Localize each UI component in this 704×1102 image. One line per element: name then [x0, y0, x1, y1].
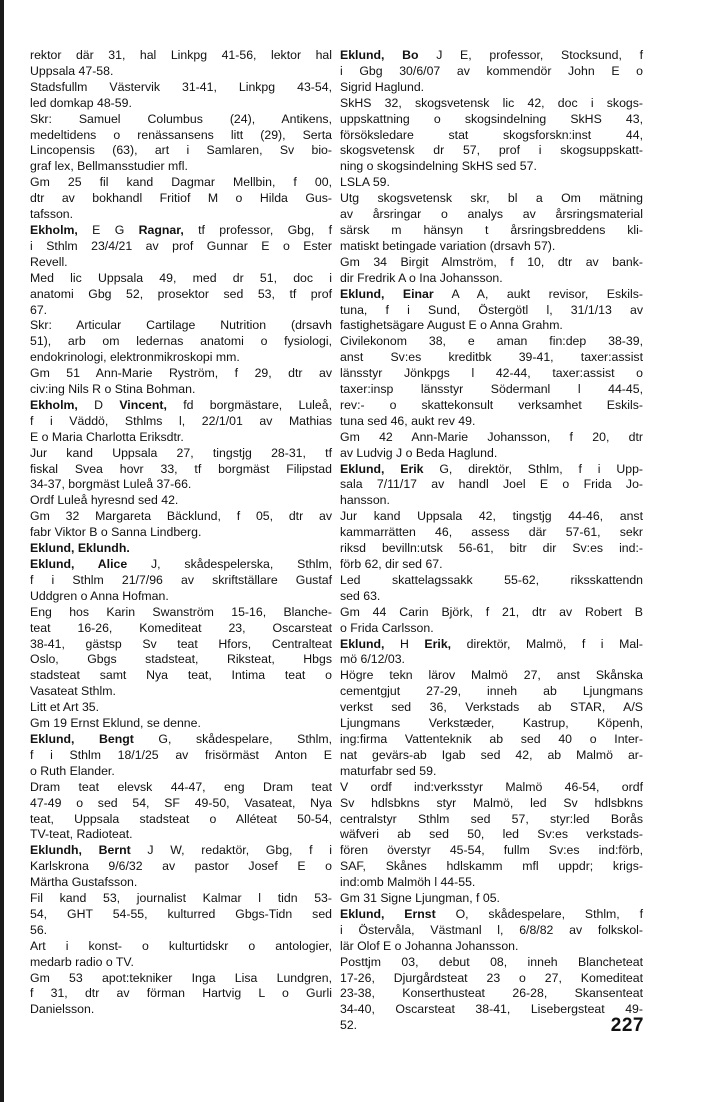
entry-name: Eklund, Bo — [340, 48, 419, 62]
text-line — [340, 621, 643, 637]
left-column — [30, 48, 332, 1018]
text-line — [30, 748, 332, 764]
right-column — [340, 48, 643, 1034]
text-line — [340, 112, 643, 128]
line-text: Danielsson. — [30, 1002, 95, 1017]
text-line — [30, 875, 332, 891]
text-line — [340, 64, 643, 80]
line-text: Ljungmans Verkstæder, Kastrup, Köpenh, — [340, 716, 643, 731]
text-line — [340, 334, 643, 350]
line-text: Uppsala 47-58. — [30, 63, 114, 78]
text-line — [340, 96, 643, 112]
text-line — [30, 796, 332, 812]
text-line — [30, 573, 332, 589]
text-line — [30, 939, 332, 955]
text-line — [30, 477, 332, 493]
text-line — [340, 382, 643, 398]
text-line — [30, 207, 332, 223]
text-line — [30, 48, 332, 64]
entry-name: Eklund, Erik — [340, 461, 424, 476]
line-text: V ordf ind:verksstyr Malmö 46-54, ordf — [340, 779, 643, 794]
text-line — [30, 303, 332, 319]
line-text: 47-49 o sed 54, SF 49-50, Vasateat, Nya — [30, 795, 332, 810]
line-text: tf professor, Gbg, f — [183, 222, 332, 237]
line-text: LSLA 59. — [340, 175, 390, 190]
text-line — [340, 796, 643, 812]
line-text: matiskt betingade variation (drsavh 57). — [340, 238, 556, 253]
line-text: J, skådespelerska, Sthlm, — [127, 557, 332, 571]
text-line — [30, 509, 332, 525]
line-text: Jur kand Uppsala 42, tingstjg 44-46, anst — [340, 509, 643, 524]
line-text: dir Fredrik A o Ina Johansson. — [340, 270, 503, 285]
text-line — [30, 891, 332, 907]
text-line — [340, 955, 643, 971]
text-line — [30, 493, 332, 509]
text-line — [340, 764, 643, 780]
text-line — [340, 541, 643, 557]
line-text: 23-38, Konserthusteat 26-28, Skansenteat — [340, 986, 643, 1001]
text-line — [30, 621, 332, 637]
text-line — [30, 287, 332, 303]
line-text: skogsvetensk dr 57, prof i skogsuppskatt- — [340, 143, 643, 158]
text-line — [30, 446, 332, 462]
line-text: f i Sthlm 21/7/96 av skriftställare Gustaf — [30, 572, 332, 587]
line-text: Gm 19 Ernst Eklund, se denne. — [30, 716, 201, 731]
text-line — [340, 128, 643, 144]
text-line — [340, 414, 643, 430]
text-line — [340, 668, 643, 684]
line-text: Jur kand Uppsala 27, tingstjg 28-31, tf — [30, 445, 332, 460]
text-line — [30, 430, 332, 446]
line-text: f i Väddö, Sthlms l, 22/1/01 av Mathias — [30, 413, 332, 428]
text-line — [30, 191, 332, 207]
line-text: Gm 44 Carin Björk, f 21, dtr av Robert B — [340, 604, 643, 619]
entry-given-name: Erik, — [424, 636, 452, 651]
line-text: länsstyr Jönkpgs l 42-44, taxer:assist o — [340, 366, 643, 381]
text-line — [30, 827, 332, 843]
entry-heading-line — [30, 541, 332, 557]
line-text: teat 16-26, Komediteat 23, Oscarsteat — [30, 620, 332, 635]
text-line — [30, 764, 332, 780]
text-line — [340, 446, 643, 462]
text-line — [30, 971, 332, 987]
line-text: Uddgren o Anna Hofman. — [30, 588, 169, 603]
text-line — [30, 1002, 332, 1018]
line-text: Karlskrona 9/6/32 av pastor Josef E o — [30, 859, 332, 874]
text-line — [340, 812, 643, 828]
line-text: Led skattelagssakk 55-62, riksskattendn — [340, 572, 643, 587]
entry-name: Eklund, Eklundh. — [30, 541, 130, 556]
text-line — [340, 366, 643, 382]
text-line — [30, 414, 332, 430]
line-text: Skr: Articular Cartilage Nutrition (drsavh — [30, 318, 332, 333]
text-line — [340, 700, 643, 716]
text-line — [30, 605, 332, 621]
text-line — [340, 780, 643, 796]
text-line — [30, 637, 332, 653]
line-text: SkHS 32, skogsvetensk lic 42, doc i skogs- — [340, 95, 643, 110]
text-line — [30, 334, 332, 350]
text-line — [30, 271, 332, 287]
text-line — [340, 732, 643, 748]
line-text: SAF, Skånes hdlskamm mfl uppdr; krigs- — [340, 859, 643, 874]
line-text: lär Olof E o Johanna Johansson. — [340, 938, 519, 953]
entry-name: Eklund, Bengt — [30, 731, 134, 746]
line-text: 34-40, Oscarsteat 38-41, Lisebergsteat 49- — [340, 1002, 643, 1017]
text-line — [340, 875, 643, 891]
text-line — [340, 477, 643, 493]
line-text: cementgjut 27-29, inneh ab Ljungmans — [340, 684, 643, 699]
line-text: direktör, Malmö, f i Mal- — [451, 636, 643, 651]
entry-name: Eklundh, Bernt — [30, 843, 131, 858]
line-text: Fil kand 53, journalist Kalmar l tidn 53- — [30, 891, 332, 906]
line-text: anatomi Gbg 52, prosektor sed 53, tf prof — [30, 286, 332, 301]
text-line — [340, 827, 643, 843]
line-text: anst Sv:es kreditbk 39-41, taxer:assist — [340, 350, 643, 365]
text-line — [30, 64, 332, 80]
entry-given-name: Ragnar, — [138, 222, 184, 237]
line-text: Högre tekn lärov Malmö 27, anst Skånska — [340, 668, 643, 683]
line-text: tuna, f i Sund, Östergötl l, 31/1/13 av — [340, 302, 643, 317]
text-line — [340, 143, 643, 159]
entry-heading-line — [340, 462, 643, 478]
line-text: civ:ing Nils R o Stina Bohman. — [30, 382, 196, 397]
line-text: Vasateat Sthlm. — [30, 684, 116, 699]
text-line — [340, 748, 643, 764]
text-line — [30, 780, 332, 796]
text-line — [340, 191, 643, 207]
line-text: Gm 42 Ann-Marie Johansson, f 20, dtr — [340, 429, 643, 444]
text-line — [340, 986, 643, 1002]
line-text: tafsson. — [30, 207, 74, 222]
line-text: mö 6/12/03. — [340, 652, 405, 667]
text-line — [30, 175, 332, 191]
text-line — [340, 939, 643, 955]
text-line — [340, 859, 643, 875]
text-line — [340, 684, 643, 700]
line-text: ind:omb Malmöh l 44-55. — [340, 875, 476, 890]
line-text: led domkap 48-59. — [30, 95, 132, 110]
line-text: f 31, dtr av förman Hartvig L o Gurli — [30, 986, 332, 1001]
entry-heading-line — [340, 907, 643, 923]
entry-name: Eklund, Einar — [340, 286, 434, 301]
entry-initials: E G — [77, 222, 139, 237]
text-line — [340, 589, 643, 605]
text-line — [340, 303, 643, 319]
text-line — [340, 573, 643, 589]
text-line — [30, 255, 332, 271]
line-text: centralstyr Sthlm sed 57, styr:led Borås — [340, 811, 643, 826]
line-text: kammarrätten 46, assess där 57-61, sekr — [340, 525, 643, 540]
line-text: i Sthlm 23/4/21 av prof Gunnar E o Ester — [30, 238, 332, 253]
text-line — [30, 128, 332, 144]
line-text: medeltidens o renässansens litt (29), Serta — [30, 127, 332, 142]
line-text: av Ludvig J o Beda Haglund. — [340, 445, 498, 460]
text-line — [30, 716, 332, 732]
line-text: Dram teat elevsk 44-47, eng Dram teat — [30, 779, 332, 794]
line-text: 34-37, borgmäst Luleå 37-66. — [30, 477, 192, 492]
line-text: Gm 53 apot:tekniker Inga Lisa Lundgren, — [30, 970, 332, 985]
line-text: 54, GHT 54-55, kulturred Gbgs-Tidn sed — [30, 906, 332, 921]
line-text: 67. — [30, 302, 48, 317]
text-line — [340, 255, 643, 271]
text-line — [30, 80, 332, 96]
line-text: tuna sed 46, aukt rev 49. — [340, 413, 476, 428]
text-line — [30, 112, 332, 128]
entry-name: Ekholm, — [30, 222, 78, 237]
line-text: Utg skogsvetensk skr, bl a Om mätning — [340, 191, 643, 206]
entry-heading-line — [340, 48, 643, 64]
line-text: Märtha Gustafsson. — [30, 875, 138, 890]
line-text: nat gevärs-ab Igab sed 42, ab Malmö ar- — [340, 747, 643, 762]
entry-heading-line — [340, 637, 643, 653]
line-text: teat, Uppsala stadsteat o Alléteat 50-54, — [30, 811, 332, 826]
text-line — [340, 891, 643, 907]
line-text: Ordf Luleå hyresnd sed 42. — [30, 493, 179, 508]
text-line — [340, 207, 643, 223]
line-text: G, skådespelare, Sthlm, — [133, 731, 332, 746]
entry-heading-line — [30, 398, 332, 414]
text-line — [340, 430, 643, 446]
text-line — [340, 350, 643, 366]
text-line — [30, 96, 332, 112]
line-text: Posttjm 03, debut 08, inneh Blancheteat — [340, 954, 643, 969]
text-line — [340, 525, 643, 541]
line-text: Gm 31 Signe Ljungman, f 05. — [340, 891, 500, 906]
entry-heading-line — [30, 732, 332, 748]
text-line — [30, 318, 332, 334]
page-number: 227 — [610, 1015, 644, 1036]
line-text: 52. — [340, 1018, 358, 1033]
text-line — [30, 859, 332, 875]
text-line — [340, 843, 643, 859]
line-text: Gm 25 fil kand Dagmar Mellbin, f 00, — [30, 175, 332, 190]
line-text: fabr Viktor B o Sanna Lindberg. — [30, 525, 202, 540]
line-text: Art i konst- o kulturtidskr o antologier, — [30, 938, 332, 953]
line-text: hansson. — [340, 493, 390, 508]
text-line — [340, 557, 643, 573]
text-line — [30, 462, 332, 478]
text-line — [340, 80, 643, 96]
line-text: Skr: Samuel Columbus (24), Antikens, — [30, 111, 332, 126]
line-text: fören överstyr 45-54, fullm Sv:es ind:förb, — [340, 843, 643, 858]
line-text: O, skådespelare, Sthlm, f — [435, 906, 643, 921]
line-text: medarb radio o TV. — [30, 954, 134, 969]
line-text: ning o skogsindelning SkHS sed 57. — [340, 159, 537, 174]
line-text: förb 62, dir sed 67. — [340, 557, 443, 571]
entry-heading-line — [30, 843, 332, 859]
text-line — [30, 684, 332, 700]
line-text: i Östervåla, Västmanl l, 6/8/82 av folkskol- — [340, 922, 643, 937]
entry-heading-line — [30, 557, 332, 573]
line-text: 17-26, Djurgårdsteat 23 o 27, Komediteat — [340, 970, 643, 985]
text-line — [340, 159, 643, 175]
line-text: J E, professor, Stocksund, f — [418, 48, 643, 62]
line-text: försöksledare stat skogsforskn:inst 44, — [340, 127, 643, 142]
line-text: Med lic Uppsala 49, med dr 51, doc i — [30, 270, 332, 285]
entry-name: Eklund, — [340, 636, 385, 651]
text-line — [340, 223, 643, 239]
line-text: wäfveri ab sed 50, led Sv:es verkstads- — [340, 827, 643, 842]
text-line — [30, 986, 332, 1002]
entry-initials: H — [384, 636, 425, 651]
line-text: E o Maria Charlotta Eriksdtr. — [30, 429, 184, 444]
entry-initials: D — [77, 397, 120, 412]
line-text: TV-teat, Radioteat. — [30, 827, 133, 842]
text-line — [340, 493, 643, 509]
text-line — [340, 923, 643, 939]
text-line — [30, 907, 332, 923]
line-text: fiskal Svea hovr 33, tf borgmäst Filipstad — [30, 461, 332, 476]
line-text: J W, redaktör, Gbg, f i — [130, 843, 332, 858]
text-line — [30, 652, 332, 668]
line-text: 56. — [30, 922, 48, 937]
line-text: sala 7/11/17 av handl Joel E o Frida Jo- — [340, 477, 643, 492]
entry-name: Eklund, Alice — [30, 557, 128, 571]
entry-name: Ekholm, — [30, 397, 78, 412]
line-text: o Ruth Elander. — [30, 763, 115, 778]
scan-edge — [0, 0, 4, 1102]
line-text: graf lex, Bellmansstudier mfl. — [30, 159, 188, 174]
line-text: Eng hos Karin Swanström 15-16, Blanche- — [30, 604, 332, 619]
line-text: Gm 34 Birgit Almström, f 10, dtr av bank- — [340, 254, 643, 269]
line-text: verkst sed 36, Verkstads ab STAR, A/S — [340, 700, 643, 715]
line-text: Stadsfullm Västervik 31-41, Linkpg 43-54, — [30, 79, 332, 94]
line-text: ing:firma Vattenteknik ab sed 40 o Inter- — [340, 731, 643, 746]
text-line — [30, 239, 332, 255]
line-text: av årsringar o analys av årsringsmaterial — [340, 207, 643, 222]
line-text: i Gbg 30/6/07 av kommendör John E o — [340, 63, 643, 78]
text-line — [30, 955, 332, 971]
line-text: o Frida Carlsson. — [340, 620, 434, 635]
text-line — [340, 271, 643, 287]
line-text: A A, aukt revisor, Eskils- — [433, 286, 643, 301]
text-line — [30, 668, 332, 684]
entry-given-name: Vincent, — [119, 397, 167, 412]
line-text: Civilekonom 38, e aman fin:dep 38-39, — [340, 334, 643, 349]
line-text: Gm 32 Margareta Bäcklund, f 05, dtr av — [30, 509, 332, 524]
line-text: taxer:insp länsstyr Södermanl l 44-45, — [340, 382, 643, 397]
entry-heading-line — [30, 223, 332, 239]
text-line — [30, 812, 332, 828]
text-line — [340, 971, 643, 987]
line-text: riksd bevilln:utsk 56-61, bitr dir Sv:es ind:- — [340, 541, 643, 556]
text-line — [340, 239, 643, 255]
entry-heading-line — [340, 287, 643, 303]
text-line — [340, 175, 643, 191]
line-text: dtr av bokhandl Fritiof M o Hilda Gus- — [30, 191, 332, 206]
line-text: Litt et Art 35. — [30, 700, 100, 715]
line-text: Oslo, Gbgs stadsteat, Riksteat, Hbgs — [30, 652, 332, 667]
text-line — [340, 318, 643, 334]
text-line — [30, 143, 332, 159]
text-line — [30, 700, 332, 716]
line-text: 51), arb om ledernas anatomi o fysiologi, — [30, 334, 332, 349]
text-line — [340, 716, 643, 732]
line-text: maturfabr sed 59. — [340, 763, 437, 778]
text-line — [340, 398, 643, 414]
text-line — [30, 589, 332, 605]
text-line — [30, 159, 332, 175]
entry-name: Eklund, Ernst — [340, 906, 436, 921]
line-text: särsk m hänsyn t årsringsbreddens kli- — [340, 222, 643, 237]
line-text: uppskattning o skogsindelning SkHS 43, — [340, 111, 643, 126]
line-text: 38-41, gästsp Sv teat Hfors, Centralteat — [30, 636, 332, 651]
line-text: Lincopensis (63), art i Samlaren, Sv bio- — [30, 143, 332, 158]
text-line — [30, 923, 332, 939]
line-text: Gm 51 Ann-Marie Ryström, f 29, dtr av — [30, 366, 332, 381]
line-text: stadsteat samt Nya teat, Intima teat o — [30, 668, 332, 683]
line-text: Sv hdlsbkns styr Malmö, led Sv hdlsbkns — [340, 795, 643, 810]
line-text: endokrinologi, elektronmikroskopi mm. — [30, 350, 240, 365]
text-line — [340, 509, 643, 525]
line-text: rev:- o skattekonsult verksamhet Eskils- — [340, 397, 643, 412]
line-text: Revell. — [30, 254, 68, 269]
line-text: fd borgmästare, Luleå, — [166, 397, 332, 412]
text-line — [30, 525, 332, 541]
line-text: fastighetsägare August E o Anna Grahm. — [340, 318, 563, 333]
text-line — [30, 382, 332, 398]
line-text: f i Sthlm 18/1/25 av frisörmäst Anton E — [30, 747, 332, 762]
text-line — [340, 605, 643, 621]
line-text: Sigrid Haglund. — [340, 79, 425, 94]
text-line — [30, 366, 332, 382]
line-text: sed 63. — [340, 588, 381, 603]
line-text: rektor där 31, hal Linkpg 41-56, lektor hal — [30, 48, 332, 62]
line-text: G, direktör, Sthlm, f i Upp- — [423, 461, 643, 476]
text-line — [340, 652, 643, 668]
text-line — [30, 350, 332, 366]
